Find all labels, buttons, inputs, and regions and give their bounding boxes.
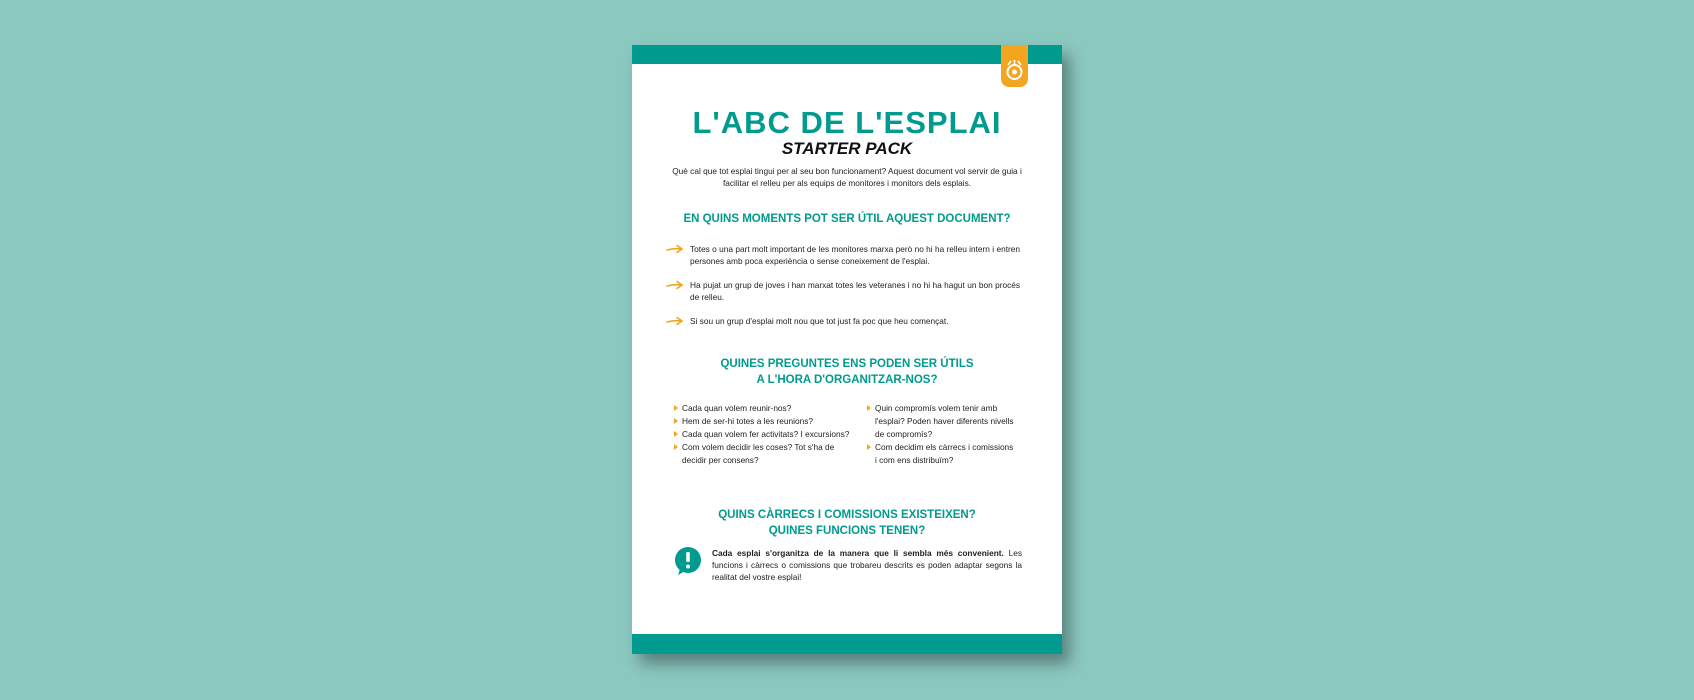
question-item — [674, 402, 854, 415]
moment-item — [690, 315, 1020, 327]
moment-item — [690, 279, 1020, 303]
triangle-bullet-icon — [674, 444, 678, 450]
section3-heading-line2: QUINES FUNCIONS TENEN? — [768, 525, 926, 537]
triangle-bullet-icon — [674, 418, 678, 424]
moment-item — [690, 243, 1020, 267]
triangle-bullet-icon — [867, 405, 871, 411]
moment-item-text: Si sou un grup d'esplai molt nou que tot just fa poc que heu començat. — [690, 316, 949, 326]
intro-paragraph: Què cal que tot esplai tingui per al seu bon funcionament? Aquest document vol servir de guia i facilitar el relleu per als equips de monitores i monitors dels esplais. — [672, 166, 1022, 188]
question-item — [867, 402, 1017, 441]
logo-icon — [1001, 45, 1028, 87]
triangle-bullet-icon — [674, 405, 678, 411]
document-title: L'ABC DE L'ESPLAI — [692, 105, 1002, 140]
triangle-bullet-icon — [674, 431, 678, 437]
note-paragraph — [712, 547, 1022, 583]
top-band — [632, 45, 1062, 64]
section2-heading — [632, 356, 1062, 388]
question-item — [674, 415, 854, 428]
question-item — [674, 428, 854, 441]
exclamation-speech-icon — [674, 547, 702, 576]
arrow-right-icon — [666, 280, 684, 290]
bottom-band — [632, 634, 1062, 654]
note-rest-text: Les funcions i càrrecs o comissions que trobareu descrits es poden adaptar segons la realitat del vostre esplai! — [712, 548, 1022, 582]
arrow-right-icon — [666, 244, 684, 254]
triangle-bullet-icon — [867, 444, 871, 450]
question-item — [674, 441, 854, 467]
question-text: Quin compromís volem tenir amb l'esplai? Poden haver diferents nivells de compromís? — [875, 403, 1014, 439]
section1-heading: EN QUINS MOMENTS POT SER ÚTIL AQUEST DOCUMENT? — [683, 213, 1011, 225]
question-text: Cada quan volem reunir-nos? — [682, 403, 792, 413]
document-page — [632, 45, 1062, 654]
section3-heading — [632, 507, 1062, 539]
moment-item-text: Ha pujat un grup de joves i han marxat totes les veteranes i no hi ha hagut un bon procés de relleu. — [690, 280, 1020, 302]
moment-item-text: Totes o una part molt important de les monitores marxa però no hi ha relleu intern i entren persones amb poca experiència o sense coneixement de l'esplai. — [690, 244, 1020, 266]
questions-left-column — [674, 402, 854, 467]
question-text: Com decidim els càrrecs i comissions i com ens distribuïm? — [875, 442, 1014, 465]
question-text: Com volem decidir les coses? Tot s'ha de decidir per consens? — [682, 442, 835, 465]
section3-heading-line1: QUINS CÀRRECS I COMISSIONS EXISTEIXEN? — [718, 509, 976, 521]
arrow-right-icon — [666, 316, 684, 326]
question-text: Hem de ser-hi totes a les reunions? — [682, 416, 813, 426]
note-bold-text: Cada esplai s'organitza de la manera que li sembla més convenient. — [712, 548, 1004, 558]
document-subtitle: STARTER PACK — [781, 139, 913, 158]
logo-mark — [1005, 59, 1024, 81]
section2-heading-line2: A L'HORA D'ORGANITZAR-NOS? — [756, 374, 938, 386]
question-item — [867, 441, 1017, 467]
questions-right-column — [867, 402, 1017, 467]
question-text: Cada quan volem fer activitats? I excursions? — [682, 429, 850, 439]
section2-heading-line1: QUINES PREGUNTES ENS PODEN SER ÚTILS — [720, 358, 974, 370]
